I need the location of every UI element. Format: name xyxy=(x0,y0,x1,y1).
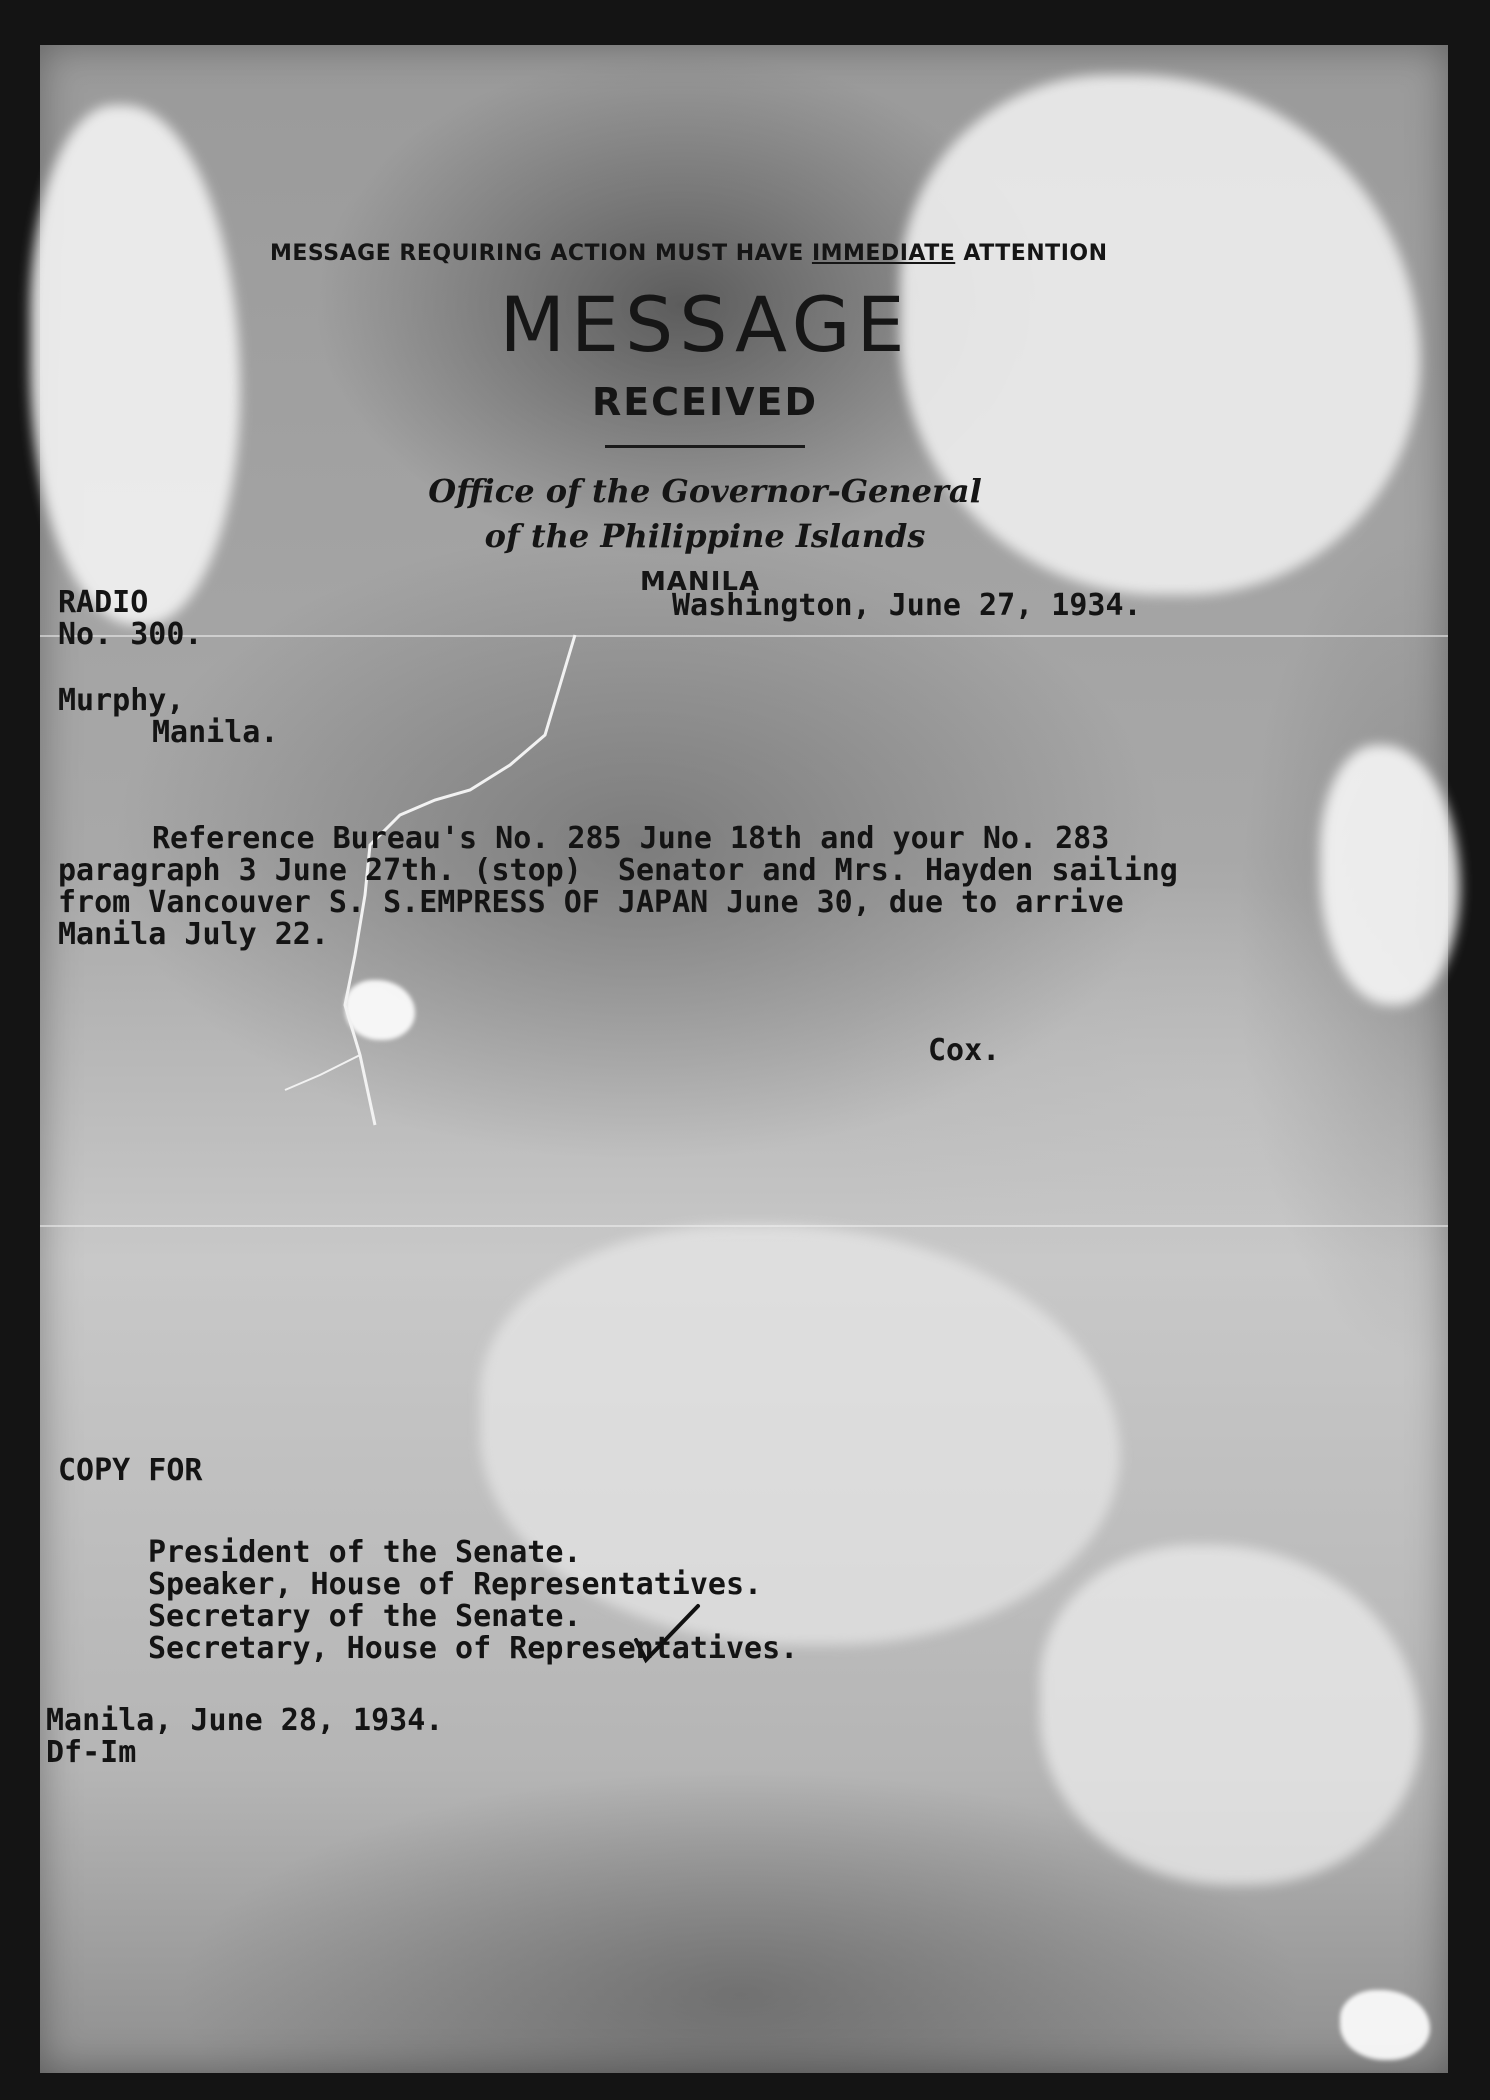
message-form-page xyxy=(40,45,1448,2073)
signature: Cox. xyxy=(928,1033,1001,1068)
checkmark-icon xyxy=(628,1600,708,1670)
copy-recipient: Secretary of the Senate. xyxy=(148,1599,582,1634)
letterhead-city: MANILA xyxy=(639,567,761,597)
notice-emphasis: IMMEDIATE xyxy=(811,241,956,266)
body-line: Reference Bureau's No. 285 June 18th and your No. 283 xyxy=(152,821,1110,856)
title-rule xyxy=(605,445,805,448)
footer-date: Manila, June 28, 1934. xyxy=(46,1703,444,1738)
dateline: Washington, June 27, 1934. xyxy=(672,588,1142,623)
notice-suffix: ATTENTION xyxy=(955,241,1108,266)
copy-recipient: President of the Senate. xyxy=(148,1535,582,1570)
body-line: from Vancouver S. S.EMPRESS OF JAPAN June 30, due to arrive xyxy=(58,885,1124,920)
received-subtitle: RECEIVED xyxy=(591,380,819,424)
radio-number: No. 300. xyxy=(58,617,203,652)
addressee-name: Murphy, xyxy=(58,683,185,718)
copy-for-label: COPY FOR xyxy=(58,1453,203,1488)
message-title: MESSAGE xyxy=(499,280,911,369)
copy-recipient: Secretary, House of Representatives. xyxy=(148,1631,799,1666)
notice-prefix: MESSAGE REQUIRING ACTION MUST HAVE xyxy=(270,241,812,266)
copy-recipient: Speaker, House of Representatives. xyxy=(148,1567,763,1602)
action-notice xyxy=(270,241,1170,266)
addressee-place: Manila. xyxy=(152,715,279,750)
body-line: paragraph 3 June 27th. (stop) Senator and Mrs. Hayden sailing xyxy=(58,853,1178,888)
radio-label: RADIO xyxy=(58,585,149,620)
body-line: Manila July 22. xyxy=(58,917,329,952)
office-line-1: Office of the Governor-General xyxy=(428,472,982,510)
office-line-2: of the Philippine Islands xyxy=(484,517,926,555)
footer-initials: Df-Im xyxy=(46,1735,137,1770)
